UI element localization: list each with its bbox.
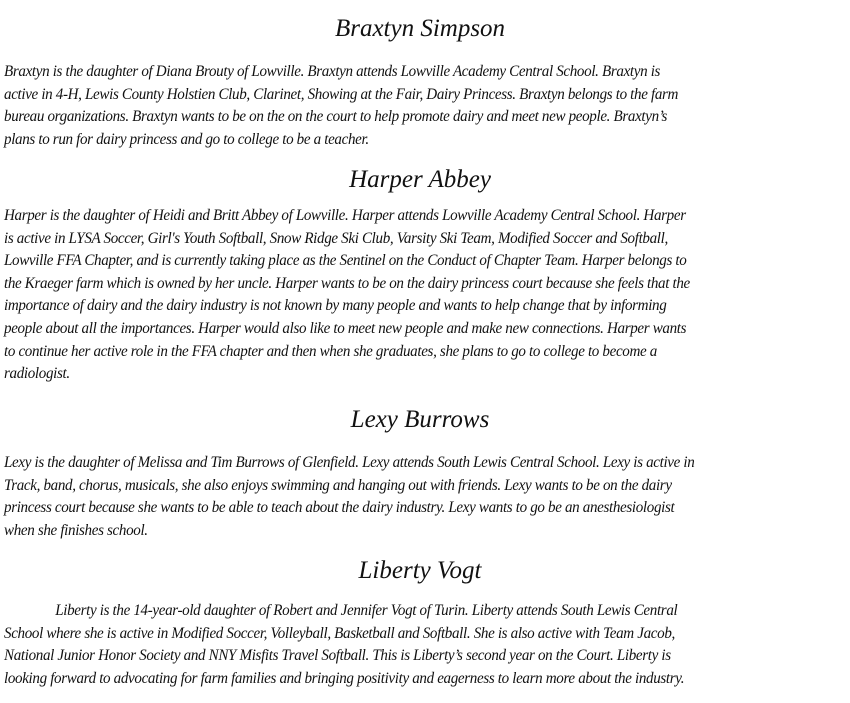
bio-line: bureau organizations. Braxtyn wants to be on the on the court to help promote dairy and meet new people. Braxtyn’s — [4, 108, 668, 126]
bio-line: Lowville FFA Chapter, and is currently taking place as the Sentinel on the Conduct of Chapter Team. Harper belongs to — [4, 252, 687, 270]
bio-line: people about all the importances. Harper would also like to meet new people and make new connections. Harper wants — [4, 319, 687, 337]
bio-line: the Kraeger farm which is owned by her uncle. Harper wants to be on the dairy princess court because she feels that the — [4, 274, 690, 292]
profile-bio — [4, 600, 826, 690]
profile-name: Lexy Burrows — [350, 406, 490, 433]
bio-line: Lexy is the daughter of Melissa and Tim Burrows of Glenfield. Lexy attends South Lewis Central School. Lexy is active in — [4, 454, 695, 471]
bio-line: is active in LYSA Soccer, Girl's Youth Softball, Snow Ridge Ski Club, Varsity Ski Team, Modified Soccer and Softball, — [4, 229, 668, 247]
bio-line: Track, band, chorus, musicals, she also enjoys swimming and hanging out with friends. Lexy wants to be on the dairy — [4, 476, 672, 494]
bio-line: Liberty is the 14-year-old daughter of Robert and Jennifer Vogt of Turin. Liberty attends South Lewis Central — [55, 602, 678, 619]
bio-line: plans to run for dairy princess and go to college to be a teacher. — [4, 130, 369, 148]
bio-line: Harper is the daughter of Heidi and Britt Abbey of Lowville. Harper attends Lowville Academy Central School. Harper — [4, 207, 686, 224]
bio-line: Braxtyn is the daughter of Diana Brouty of Lowville. Braxtyn attends Lowville Academy Central School. Braxtyn is — [4, 63, 661, 80]
bio-line: active in 4-H, Lewis County Holstien Club, Clarinet, Showing at the Fair, Dairy Princess. Braxtyn belongs to the farm — [4, 85, 679, 103]
bio-line: importance of dairy and the dairy industry is not known by many people and wants to help change that by informing — [4, 297, 667, 315]
bio-line: National Junior Honor Society and NNY Misfits Travel Softball. This is Liberty’s second year on the Court. Liberty is — [4, 647, 671, 665]
bio-line: School where she is active in Modified Soccer, Volleyball, Basketball and Softball. She is also active with Team Jacob, — [4, 624, 675, 642]
bio-line: looking forward to advocating for farm families and bringing positivity and eagerness to learn more about the industry. — [4, 669, 685, 687]
bio-line: to continue her active role in the FFA chapter and then when she graduates, she plans to go to college to become a — [4, 342, 657, 360]
profile-bio — [4, 452, 826, 542]
bio-line: when she finishes school. — [4, 521, 148, 539]
profile-name: Braxtyn Simpson — [334, 15, 506, 42]
profile-bio — [4, 61, 826, 151]
profile-bio — [4, 205, 826, 386]
profile-name: Harper Abbey — [349, 166, 491, 193]
bio-line: princess court because she wants to be able to teach about the dairy industry. Lexy wants to go be an anesthesiologist — [4, 499, 675, 517]
bio-line: radiologist. — [4, 365, 70, 383]
profile-name: Liberty Vogt — [358, 557, 482, 584]
